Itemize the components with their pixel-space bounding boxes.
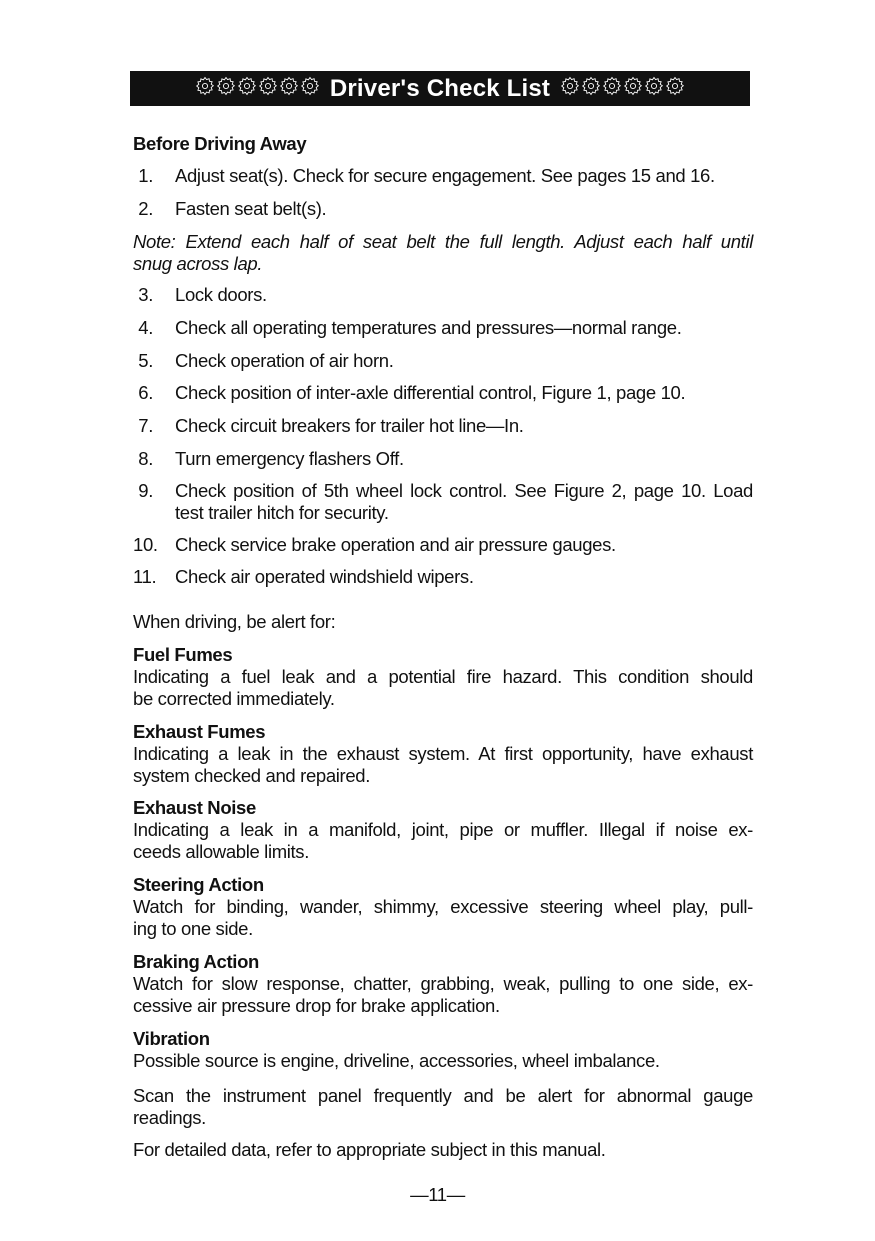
alert-title: Braking Action xyxy=(133,951,259,972)
item-line: Adjust seat(s). Check for secure engagement. See pages 15 and 16. xyxy=(175,165,715,186)
item-line: Check position of 5th wheel lock control. See Figure 2, page 10. Load xyxy=(175,480,753,501)
title-banner xyxy=(130,71,750,106)
item-number: 2. xyxy=(138,198,153,219)
alert-intro: When driving, be alert for: xyxy=(133,611,336,632)
item-number: 4. xyxy=(138,317,153,338)
item-text xyxy=(175,534,753,556)
scan-paragraph xyxy=(133,1085,753,1129)
item-line: Turn emergency flashers Off. xyxy=(175,448,404,469)
alert-line: Watch for binding, wander, shimmy, excessive steering wheel play, pull- xyxy=(133,896,753,917)
item-line: Check all operating temperatures and pressures—normal range. xyxy=(175,317,682,338)
alert-line: Possible source is engine, driveline, accessories, wheel imbalance. xyxy=(133,1050,660,1071)
item-text xyxy=(175,350,753,372)
detail-paragraph: For detailed data, refer to appropriate subject in this manual. xyxy=(133,1139,606,1160)
alert-title: Exhaust Noise xyxy=(133,797,256,818)
item-number: 1. xyxy=(138,165,153,186)
item-number: 3. xyxy=(138,284,153,305)
gear-icon xyxy=(602,76,622,101)
alert-section xyxy=(133,797,753,863)
alert-title: Exhaust Fumes xyxy=(133,721,266,742)
item-text xyxy=(175,448,753,470)
item-number: 10. xyxy=(133,534,158,555)
alert-line: cessive air pressure drop for brake application. xyxy=(133,995,500,1016)
gear-icon xyxy=(560,76,580,101)
page-title: Driver's Check List xyxy=(329,74,551,102)
gear-icon xyxy=(258,76,278,101)
alert-section xyxy=(133,874,753,940)
item-number: 11. xyxy=(133,566,157,587)
item-line: Check air operated windshield wipers. xyxy=(175,566,474,587)
alert-section xyxy=(133,951,753,1017)
gear-icon xyxy=(300,76,320,101)
gear-icon xyxy=(644,76,664,101)
gear-icon xyxy=(665,76,685,101)
alert-line: ceeds allowable limits. xyxy=(133,841,310,862)
item-line: Check service brake operation and air pressure gauges. xyxy=(175,534,616,555)
alert-section xyxy=(133,644,753,710)
item-number: 9. xyxy=(138,480,153,501)
alert-title: Steering Action xyxy=(133,874,264,895)
gear-icon xyxy=(581,76,601,101)
item-number: 7. xyxy=(138,415,153,436)
item-text xyxy=(175,566,753,588)
note-line: snug across lap. xyxy=(133,253,263,274)
gear-icon xyxy=(279,76,299,101)
item-number: 8. xyxy=(138,448,153,469)
item-line: Lock doors. xyxy=(175,284,267,305)
item-text xyxy=(175,284,753,306)
gear-row-right xyxy=(560,76,685,101)
note-line: Note: Extend each half of seat belt the full length. Adjust each half until xyxy=(133,231,753,252)
item-line: Check position of inter-axle differential control, Figure 1, page 10. xyxy=(175,382,686,403)
note xyxy=(133,231,753,275)
alert-section xyxy=(133,721,753,787)
item-text xyxy=(175,317,753,339)
alert-line: Watch for slow response, chatter, grabbing, weak, pulling to one side, ex- xyxy=(133,973,753,994)
alert-line: be corrected immediately. xyxy=(133,688,335,709)
item-line: Fasten seat belt(s). xyxy=(175,198,327,219)
item-text xyxy=(175,165,753,187)
paragraph-line: Scan the instrument panel frequently and be alert for abnormal gauge xyxy=(133,1085,753,1106)
alert-line: Indicating a leak in the exhaust system. At first opportunity, have exhaust xyxy=(133,743,753,764)
page-number: —11— xyxy=(410,1184,465,1205)
gear-icon xyxy=(623,76,643,101)
gear-icon xyxy=(237,76,257,101)
item-line: test trailer hitch for security. xyxy=(175,502,389,523)
item-number: 5. xyxy=(138,350,153,371)
section-heading: Before Driving Away xyxy=(133,133,307,154)
alert-title: Fuel Fumes xyxy=(133,644,233,665)
alert-line: system checked and repaired. xyxy=(133,765,370,786)
item-line: Check circuit breakers for trailer hot line—In. xyxy=(175,415,524,436)
gear-icon xyxy=(195,76,215,101)
alert-title: Vibration xyxy=(133,1028,210,1049)
item-text xyxy=(175,415,753,437)
item-text xyxy=(175,480,753,524)
item-number: 6. xyxy=(138,382,153,403)
item-text xyxy=(175,198,753,220)
item-text xyxy=(175,382,753,404)
paragraph-line: readings. xyxy=(133,1107,206,1128)
gear-icon xyxy=(216,76,236,101)
alert-line: Indicating a leak in a manifold, joint, pipe or muffler. Illegal if noise ex- xyxy=(133,819,753,840)
alert-line: Indicating a fuel leak and a potential fire hazard. This condition should xyxy=(133,666,753,687)
alert-section xyxy=(133,1028,753,1072)
alert-line: ing to one side. xyxy=(133,918,253,939)
gear-row-left xyxy=(195,76,320,101)
item-line: Check operation of air horn. xyxy=(175,350,394,371)
